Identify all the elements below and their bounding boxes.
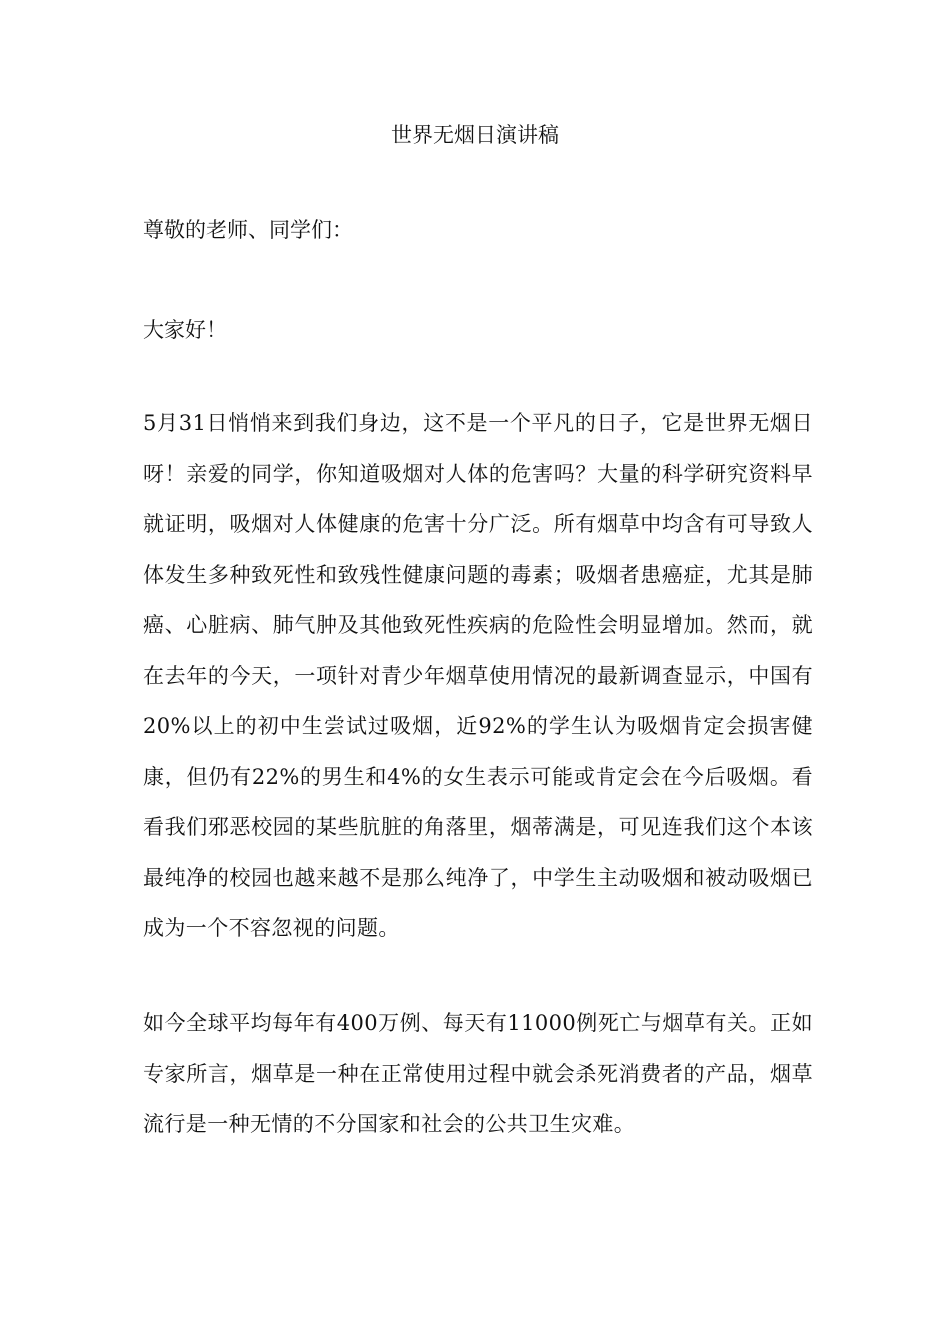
body-paragraph: 5月31日悄悄来到我们身边，这不是一个平凡的日子，它是世界无烟日呀！亲爱的同学，你知道吸烟对人体的危害吗？大量的科学研究资料早就证明，吸烟对人体健康的危害十分广泛。所有烟草中均含有可导致人体发生多种致死性和致残性健康问题的毒素；吸烟者患癌症，尤其是肺癌、心脏病、肺气肿及其他致死性疾病的危险性会明显增加。然而，就在去年的今天，一项针对青少年烟草使用情况的最新调查显示，中国有20%以上的初中生尝试过吸烟，近92%的学生认为吸烟肯定会损害健康，但仍有22%的男生和4%的女生表示可能或肯定会在今后吸烟。看看我们邪恶校园的某些肮脏的角落里，烟蒂满是，可见连我们这个本该最纯净的校园也越来越不是那么纯净了，中学生主动吸烟和被动吸烟已成为一个不容忽视的问题。 — [143, 411, 813, 940]
greeting: 大家好！ — [143, 318, 227, 342]
document-title: 世界无烟日演讲稿 — [391, 123, 559, 147]
body-paragraph: 如今全球平均每年有400万例、每天有11000例死亡与烟草有关。正如专家所言，烟草是一种在正常使用过程中就会杀死消费者的产品，烟草流行是一种无情的不分国家和社会的公共卫生灾难。 — [143, 1011, 813, 1136]
salutation: 尊敬的老师、同学们： — [143, 218, 353, 242]
